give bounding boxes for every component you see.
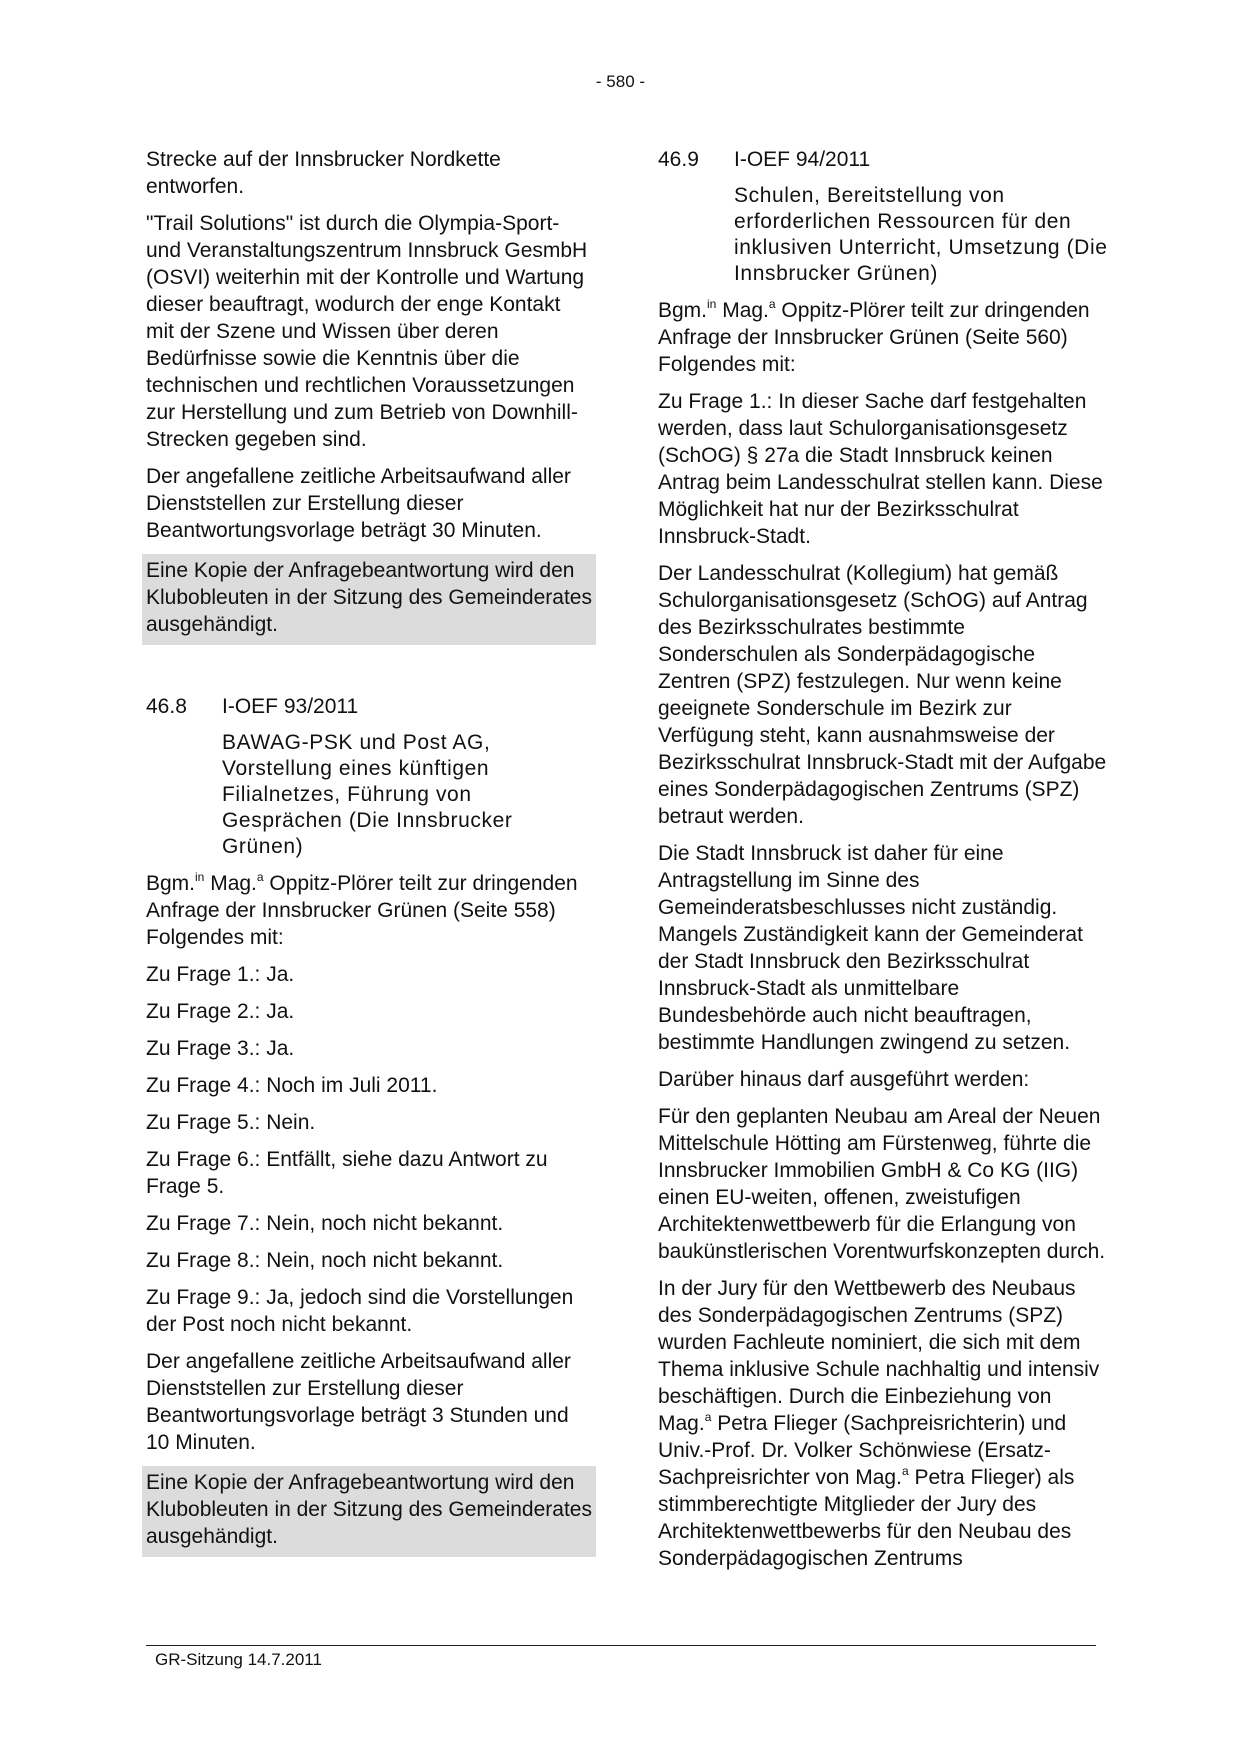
right-column xyxy=(658,146,1108,1572)
page-number: - 580 - xyxy=(595,72,646,91)
section-reference: I-OEF 93/2011 xyxy=(222,695,359,718)
highlight-box: Eine Kopie der Anfragebeantwortung wird den Klubobleuten in der Sitzung des Gemeinderates ausgehändigt. xyxy=(142,1466,596,1557)
answer-item: Zu Frage 2.: Ja. xyxy=(146,1000,295,1023)
title-abbrev: Bgm. xyxy=(658,299,708,322)
paragraph: Der angefallene zeitliche Arbeitsaufwand aller Dienststellen zur Erstellung dieser Beantwortungsvorlage beträgt 3 Stunden und 10 Minuten. xyxy=(146,1350,571,1454)
left-column xyxy=(146,146,592,1567)
answer-item: Zu Frage 6.: Entfällt, siehe dazu Antwort zu Frage 5. xyxy=(146,1148,548,1198)
intro-paragraph xyxy=(146,870,592,951)
paragraph: Die Stadt Innsbruck ist daher für eine Antragstellung im Sinne des Gemeinderatsbeschlusses nicht zuständig. Mangels Zuständigkeit kann der Gemeinderat der Stadt Innsbruck den Bezirksschulrat Innsbruck-Stadt als unmittelbare Bundesbehörde auch nicht beauftragen, bestimmte Handlungen zwingend zu setzen. xyxy=(658,842,1083,1054)
section-spacer xyxy=(146,655,592,693)
section-reference: I-OEF 94/2011 xyxy=(734,148,871,171)
paragraph: Darüber hinaus darf ausgeführt werden: xyxy=(658,1068,1030,1091)
footer-text: GR-Sitzung 14.7.2011 xyxy=(155,1650,322,1669)
paragraph: Der angefallene zeitliche Arbeitsaufwand aller Dienststellen zur Erstellung dieser Beantwortungsvorlage beträgt 30 Minuten. xyxy=(146,465,571,542)
paragraph-text: Petra Flieger (Sachpreisrichterin) und Univ.-Prof. Dr. Volker Schönwiese (Ersatz-Sachpreisrichter von Mag. xyxy=(658,1412,1067,1489)
footer-divider xyxy=(146,1645,1096,1646)
paragraph: Strecke auf der Innsbrucker Nordkette entworfen. xyxy=(146,148,501,198)
section-heading xyxy=(146,693,592,720)
answer-item: Zu Frage 9.: Ja, jedoch sind die Vorstellungen der Post noch nicht bekannt. xyxy=(146,1286,574,1336)
title-abbrev: Mag. xyxy=(210,872,257,895)
superscript: a xyxy=(256,870,264,884)
intro-text: Oppitz-Plörer teilt zur dringenden Anfrage der Innsbrucker Grünen (Seite 560) Folgendes mit: xyxy=(658,299,1090,376)
answer-item: Zu Frage 4.: Noch im Juli 2011. xyxy=(146,1074,438,1097)
section-subject: BAWAG-PSK und Post AG, Vorstellung eines künftigen Filialnetzes, Führung von Gesprächen (Die Innsbrucker Grünen) xyxy=(222,731,513,858)
section-number: 46.9 xyxy=(658,148,699,171)
superscript: a xyxy=(704,1410,712,1424)
superscript: in xyxy=(707,297,717,311)
superscript: a xyxy=(901,1464,909,1478)
highlight-box: Eine Kopie der Anfragebeantwortung wird den Klubobleuten in der Sitzung des Gemeinderates ausgehändigt. xyxy=(142,554,596,645)
paragraph: Für den geplanten Neubau am Areal der Neuen Mittelschule Hötting am Fürstenweg, führte die Innsbrucker Immobilien GmbH & Co KG (IIG) einen EU-weiten, offenen, zweistufigen Architektenwettbewerb für die Erlangung von baukünstlerischen Vorentwurfskonzepten durch. xyxy=(658,1105,1106,1263)
paragraph: "Trail Solutions" ist durch die Olympia-Sport- und Veranstaltungszentrum Innsbruck GesmbH (OSVI) weiterhin mit der Kontrolle und Wartung dieser beauftragt, wodurch der enge Kontakt mit der Szene und Wissen über deren Bedürfnisse sowie die Kenntnis über die technischen und rechtlichen Voraussetzungen zur Herstellung und zum Betrieb von Downhill-Strecken gegeben sind. xyxy=(146,212,588,451)
section-heading xyxy=(658,146,1108,173)
intro-text: Oppitz-Plörer teilt zur dringenden Anfrage der Innsbrucker Grünen (Seite 558) Folgendes mit: xyxy=(146,872,578,949)
paragraph-text: Petra Flieger) als stimmberechtigte Mitglieder der Jury des Architektenwettbewerbs für den Neubau des Sonderpädagogischen Zentrums xyxy=(658,1466,1075,1570)
paragraph: Zu Frage 1.: In dieser Sache darf festgehalten werden, dass laut Schulorganisationsgesetz (SchOG) § 27a die Stadt Innsbruck keinen Antrag beim Landesschulrat stellen kann. Diese Möglichkeit hat nur der Bezirksschulrat Innsbruck-Stadt. xyxy=(658,390,1103,548)
superscript: in xyxy=(195,870,205,884)
superscript: a xyxy=(768,297,776,311)
answer-item: Zu Frage 3.: Ja. xyxy=(146,1037,295,1060)
title-abbrev: Mag. xyxy=(722,299,769,322)
section-subject: Schulen, Bereitstellung von erforderlichen Ressourcen für den inklusiven Unterricht, Umsetzung (Die Innsbrucker Grünen) xyxy=(734,184,1108,285)
answer-item: Zu Frage 8.: Nein, noch nicht bekannt. xyxy=(146,1249,504,1272)
answer-item: Zu Frage 7.: Nein, noch nicht bekannt. xyxy=(146,1212,504,1235)
paragraph xyxy=(658,1275,1108,1572)
paragraph: Der Landesschulrat (Kollegium) hat gemäß Schulorganisationsgesetz (SchOG) auf Antrag des Bezirksschulrates bestimmte Sonderschulen als Sonderpädagogische Zentren (SPZ) festzulegen. Nur wenn keine geeignete Sonderschule im Bezirk zur Verfügung steht, kann ausnahmsweise der Bezirksschulrat Innsbruck-Stadt mit der Aufgabe eines Sonderpädagogischen Zentrums (SPZ) betraut werden. xyxy=(658,562,1107,828)
answer-item: Zu Frage 1.: Ja. xyxy=(146,963,295,986)
title-abbrev: Bgm. xyxy=(146,872,196,895)
answer-item: Zu Frage 5.: Nein. xyxy=(146,1111,316,1134)
section-number: 46.8 xyxy=(146,695,187,718)
paragraph-text: In der Jury für den Wettbewerb des Neubaus des Sonderpädagogischen Zentrums (SPZ) wurden Fachleute nominiert, die sich mit dem Thema inklusive Schule nachhaltig und intensiv beschäftigen. Durch die Einbeziehung von Mag. xyxy=(658,1277,1100,1435)
intro-paragraph xyxy=(658,297,1108,378)
